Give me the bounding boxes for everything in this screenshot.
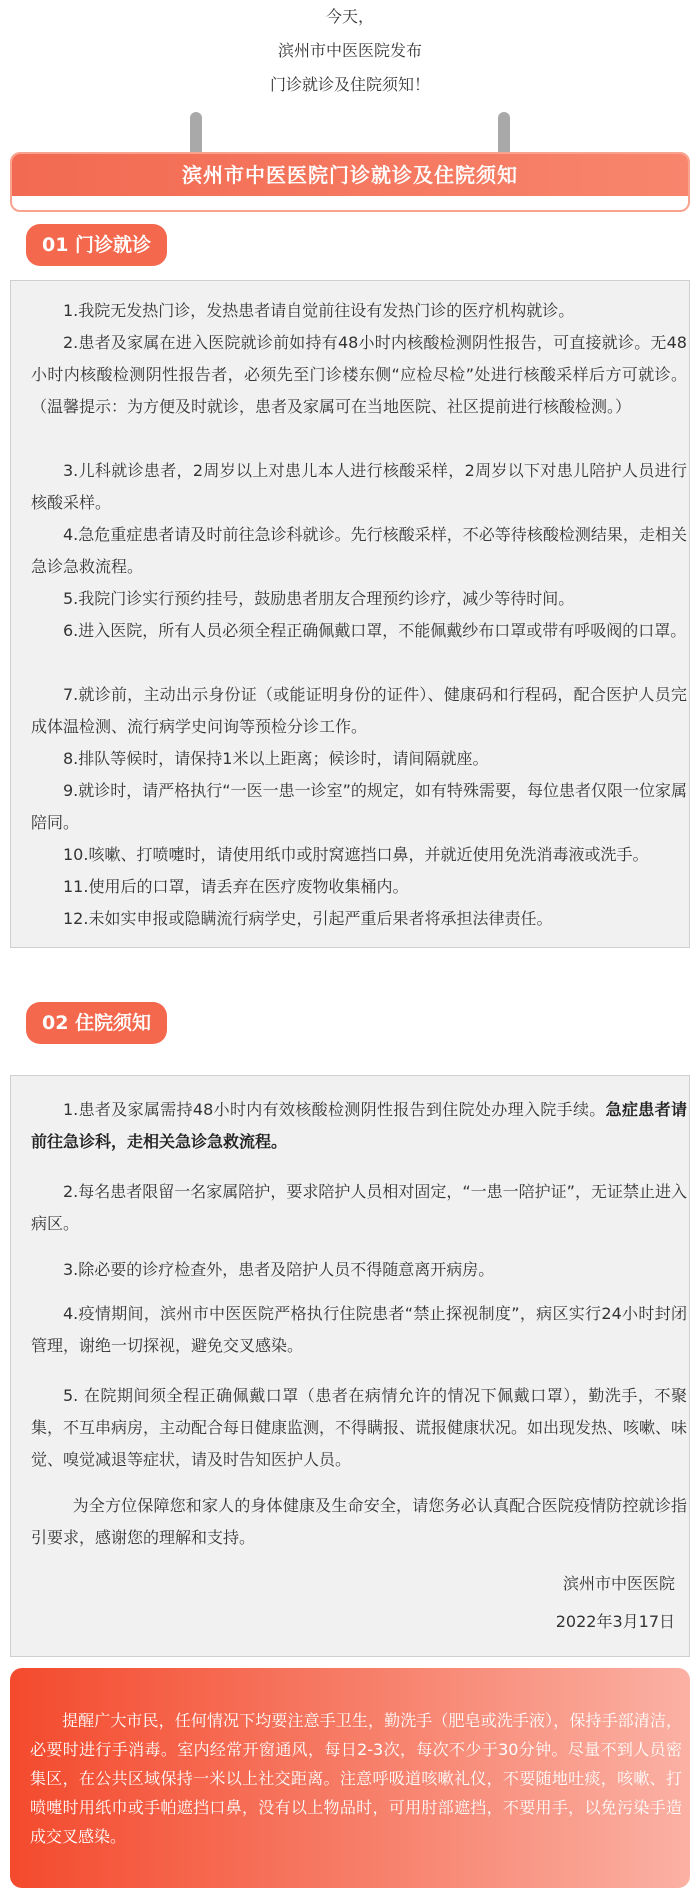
reminder-box	[10, 1668, 690, 1888]
inpatient-notice-box	[10, 1075, 690, 1657]
outpatient-item-9: 9.就诊时，请严格执行“一医一患一诊室”的规定，如有特殊需要，每位患者仅限一位家属陪同。	[31, 781, 687, 832]
outpatient-item-11: 11.使用后的口罩，请丢弃在医疗废物收集桶内。	[63, 877, 409, 896]
intro-line-1: 今天，	[325, 7, 374, 26]
banner-title: 滨州市中医医院门诊就诊及住院须知	[182, 163, 518, 187]
intro-line-3: 门诊就诊及住院须知！	[269, 75, 430, 94]
inpatient-closing: 为全方位保障您和家人的身体健康及生命安全，请您务必认真配合医院疫情防控就诊指引要求，感谢您的理解和支持。	[31, 1496, 687, 1547]
signature: 滨州市中医医院	[562, 1574, 675, 1593]
reminder-text: 提醒广大市民，任何情况下均要注意手卫生，勤洗手（肥皂或洗手液），保持手部清洁，必要时进行手消毒。室内经常开窗通风，每日2-3次，每次不少于30分钟。尽量不到人员密集区，在公共区域保持一米以上社交距离。注意呼吸道咳嗽礼仪，不要随地吐痰，咳嗽、打喷嚏时用纸巾或手帕遮挡口鼻，没有以上物品时，可用肘部遮挡，不要用手，以免污染手造成交叉感染。	[30, 1711, 682, 1846]
title-banner	[10, 152, 690, 212]
inpatient-item-4: 4.疫情期间，滨州市中医医院严格执行住院患者“禁止探视制度”，病区实行24小时封闭管理，谢绝一切探视，避免交叉感染。	[31, 1304, 687, 1355]
date: 2022年3月17日	[555, 1612, 675, 1631]
inpatient-item-1-emphasis: 急症患者请前往急诊科，走相关急诊急救流程。	[31, 1100, 687, 1151]
inpatient-item-5: 5. 在院期间须全程正确佩戴口罩（患者在病情允许的情况下佩戴口罩），勤洗手，不聚集，不互串病房，主动配合每日健康监测，不得瞒报、谎报健康状况。如出现发热、咳嗽、味觉、嗅觉减退等症状，请及时告知医护人员。	[31, 1386, 688, 1469]
section-label-inpatient: 02 住院须知	[26, 1002, 167, 1044]
outpatient-item-2: 2.患者及家属在进入医院就诊前如持有48小时内核酸检测阴性报告，可直接就诊。无48小时内核酸检测阴性报告者，必须先至门诊楼东侧“应检尽检”处进行核酸采样后方可就诊。（温馨提示：为方便及时就诊，患者及家属可在当地医院、社区提前进行核酸检测。）	[31, 333, 687, 416]
outpatient-item-4: 4.急危重症患者请及时前往急诊科就诊。先行核酸采样，不必等待核酸检测结果，走相关急诊急救流程。	[31, 525, 687, 576]
section-label-outpatient: 01 门诊就诊	[26, 224, 167, 266]
outpatient-item-10: 10.咳嗽、打喷嚏时，请使用纸巾或肘窝遮挡口鼻，并就近使用免洗消毒液或洗手。	[63, 845, 649, 864]
inpatient-item-2: 2.每名患者限留一名家属陪护，要求陪护人员相对固定，“一患一陪护证”，无证禁止进入病区。	[31, 1182, 687, 1233]
outpatient-item-12: 12.未如实申报或隐瞒流行病学史，引起严重后果者将承担法律责任。	[63, 909, 553, 928]
outpatient-item-6: 6.进入医院，所有人员必须全程正确佩戴口罩，不能佩戴纱布口罩或带有呼吸阀的口罩。	[63, 621, 687, 640]
inpatient-item-3: 3.除必要的诊疗检查外，患者及陪护人员不得随意离开病房。	[63, 1260, 495, 1279]
outpatient-item-7: 7.就诊前，主动出示身份证（或能证明身份的证件）、健康码和行程码，配合医护人员完成体温检测、流行病学史问询等预检分诊工作。	[31, 685, 687, 736]
outpatient-item-8: 8.排队等候时，请保持1米以上距离；候诊时，请间隔就座。	[63, 749, 489, 768]
inpatient-item-1	[31, 1094, 687, 1158]
outpatient-item-3: 3.儿科就诊患者，2周岁以上对患儿本人进行核酸采样，2周岁以下对患儿陪护人员进行核酸采样。	[31, 461, 687, 512]
outpatient-item-1: 1.我院无发热门诊，发热患者请自觉前往设有发热门诊的医疗机构就诊。	[63, 301, 575, 320]
outpatient-notice-box	[10, 280, 690, 948]
intro-line-2: 滨州市中医医院发布	[277, 41, 422, 60]
inpatient-item-1-text: 1.患者及家属需持48小时内有效核酸检测阴性报告到住院处办理入院手续。	[63, 1100, 606, 1119]
outpatient-item-5: 5.我院门诊实行预约挂号，鼓励患者朋友合理预约诊疗，减少等待时间。	[63, 589, 575, 608]
